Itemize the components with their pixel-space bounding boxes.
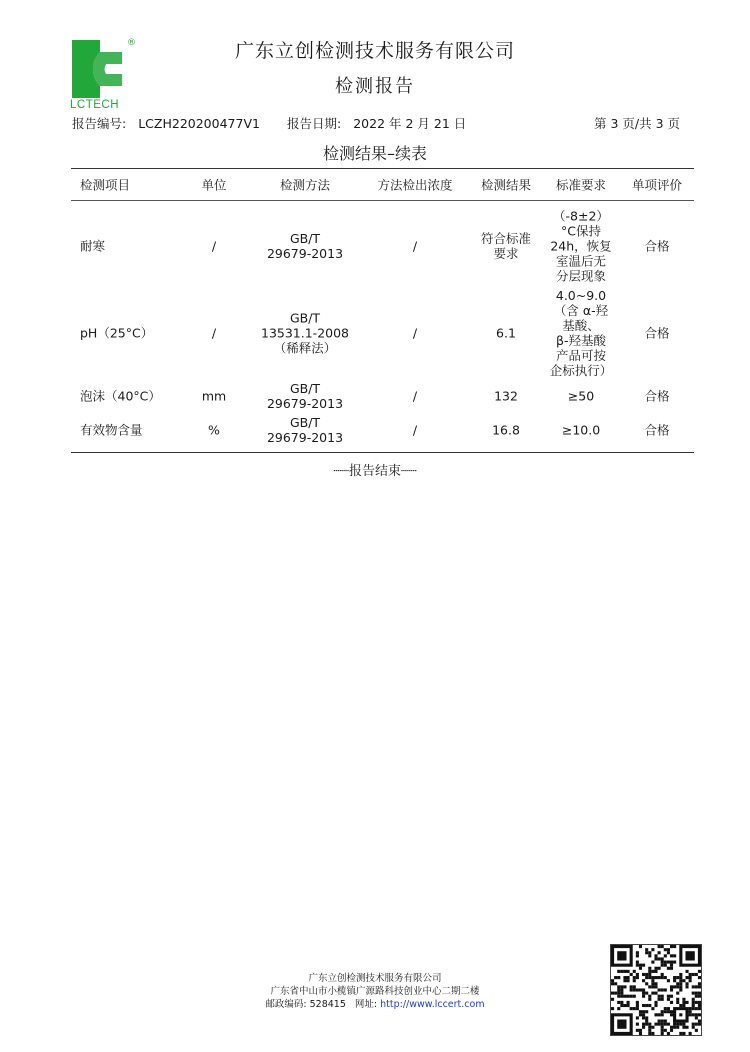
page-info: 第 3 页/共 3 页 — [593, 116, 680, 131]
report-end-note: ┈┈报告结束┈┈ — [333, 464, 417, 479]
row-2-standard-line: 企标执行） — [549, 363, 613, 378]
report-date — [287, 114, 466, 132]
row-2-method — [261, 311, 349, 356]
row-2-item: pH（25°C） — [80, 325, 154, 341]
row-1-unit: / — [211, 238, 217, 254]
row-4-unit: % — [208, 422, 220, 438]
row-2-standard — [549, 288, 613, 378]
header-unit: 单位 — [201, 177, 227, 193]
row-1-detection: / — [412, 238, 418, 254]
row-1-result-line: 符合标准 — [480, 231, 532, 246]
row-1-method-line: GB/T — [289, 231, 321, 246]
row-1-standard — [549, 209, 613, 284]
row-4-method — [267, 415, 343, 445]
row-2-method-line: 13531.1-2008 — [260, 325, 350, 341]
report-number — [72, 114, 260, 132]
row-1-result-line: 要求 — [493, 246, 519, 261]
section-title: 检测结果–续表 — [322, 144, 427, 163]
row-2-standard-line: 产品可按 — [555, 348, 606, 363]
row-1-method-line: 29679-2013 — [266, 246, 344, 261]
footer-company: 广东立创检测技术服务有限公司 — [308, 973, 442, 984]
row-4-result: 16.8 — [492, 422, 520, 438]
row-2-result: 6.1 — [496, 325, 516, 341]
row-1-standard-line: （-8±2） — [553, 208, 609, 224]
header-method: 检测方法 — [279, 177, 331, 193]
row-2-detection: / — [412, 325, 418, 341]
row-3-evaluation: 合格 — [644, 388, 670, 404]
row-1-standard-line: 分层现象 — [555, 268, 606, 284]
row-2-standard-line: （含 α-羟 — [553, 303, 609, 318]
report-date-label: 报告日期: — [287, 116, 342, 131]
company-name: 广东立创检测技术服务有限公司 — [234, 40, 515, 62]
row-1-standard-line: 24h，恢复 — [550, 238, 612, 254]
row-4-evaluation: 合格 — [644, 422, 670, 438]
row-4-method-line: 29679-2013 — [266, 430, 344, 445]
table-bottom-rule — [71, 452, 694, 453]
row-2-evaluation: 合格 — [644, 325, 670, 341]
header-standard: 标准要求 — [555, 177, 607, 193]
row-2-unit: / — [211, 325, 217, 341]
header-item: 检测项目 — [80, 177, 131, 193]
row-2-method-line: （稀释法） — [273, 340, 337, 356]
website-label: 网址: — [354, 999, 378, 1010]
row-1-item: 耐寒 — [80, 238, 106, 254]
registered-mark: ® — [127, 38, 136, 48]
row-1-standard-line: °C保持 — [561, 223, 601, 239]
row-2-standard-line: β-羟基酸 — [556, 333, 606, 348]
logo-text: LCTECH — [70, 99, 120, 111]
row-3-result: 132 — [494, 388, 518, 404]
report-title: 检测报告 — [335, 76, 415, 97]
row-1-method — [267, 231, 343, 261]
header-detection-limit: 方法检出浓度 — [377, 177, 453, 193]
row-3-method-line: GB/T — [289, 381, 321, 396]
row-4-detection: / — [412, 422, 418, 438]
header-evaluation: 单项评价 — [631, 177, 683, 193]
row-2-standard-line: 4.0~9.0 — [555, 288, 607, 303]
website-link[interactable]: http://www.lccert.com — [380, 999, 485, 1010]
row-1-evaluation: 合格 — [644, 238, 670, 254]
header-result: 检测结果 — [480, 177, 532, 193]
report-date-value: 2022 年 2 月 21 日 — [353, 116, 467, 131]
report-number-value: LCZH220200477V1 — [138, 116, 260, 131]
row-1-standard-line: 室温后无 — [555, 253, 606, 269]
row-2-standard-line: 基酸、 — [562, 318, 600, 333]
row-4-method-line: GB/T — [289, 415, 321, 430]
qr-code-icon — [610, 944, 702, 1036]
row-1-result — [481, 231, 531, 261]
row-4-item: 有效物含量 — [80, 422, 143, 438]
row-3-detection: / — [412, 388, 418, 404]
row-2-method-line: GB/T — [289, 310, 321, 326]
postcode-label: 邮政编码: — [265, 999, 307, 1010]
table-top-rule — [71, 168, 694, 169]
row-3-unit: mm — [201, 388, 227, 404]
row-3-standard: ≥50 — [567, 388, 595, 404]
row-4-standard: ≥10.0 — [561, 422, 601, 438]
row-3-item: 泡沫（40°C） — [80, 388, 161, 404]
footer-address: 广东省中山市小榄镇广源路科技创业中心二期二楼 — [270, 986, 480, 997]
report-number-label: 报告编号: — [72, 116, 127, 131]
table-header-rule — [71, 200, 694, 201]
row-3-method — [267, 381, 343, 411]
row-3-method-line: 29679-2013 — [266, 396, 344, 411]
postcode-value: 528415 — [309, 999, 346, 1010]
